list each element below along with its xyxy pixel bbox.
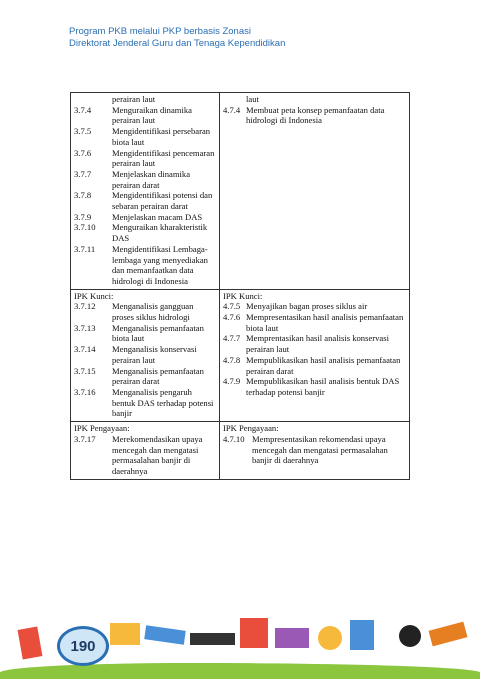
left-cell	[71, 289, 220, 421]
item-number: 4.7.6	[223, 312, 241, 323]
item-list	[74, 105, 217, 287]
section-heading: IPK Pengayaan:	[74, 423, 130, 434]
item-number: 3.7.7	[74, 168, 92, 179]
list-item	[223, 301, 407, 312]
item-number: 4.7.8	[223, 354, 241, 365]
continued-text: laut	[246, 94, 259, 104]
grass-strip	[0, 663, 480, 679]
item-number: 3.7.4	[74, 104, 92, 115]
item-text: Mempresentasikan rekomendasi upaya mencegah dan mengatasi permasalahan banjir di daerahnya	[252, 433, 388, 466]
table-row	[71, 422, 410, 480]
left-cell	[71, 93, 220, 290]
item-number: 3.7.12	[74, 301, 96, 312]
page-number: 190	[70, 637, 96, 655]
list-item	[223, 434, 407, 466]
item-number: 3.7.5	[74, 126, 92, 137]
right-cell	[220, 289, 410, 421]
item-text: Menganalisis konservasi perairan laut	[112, 344, 197, 365]
list-item	[74, 169, 217, 190]
item-text: Merekomendasikan upaya mencegah dan mengatasi permasalahan banjir di daerahnya	[112, 433, 203, 476]
page-number-badge	[57, 626, 109, 666]
item-number: 4.7.9	[223, 376, 241, 387]
table-row	[71, 93, 410, 290]
item-text: Memprentasikan hasil analisis konservasi perairan laut	[246, 333, 389, 355]
item-number: 3.7.17	[74, 433, 96, 444]
item-text: Menguraikan dinamika perairan laut	[112, 104, 192, 126]
list-item	[74, 222, 217, 243]
list-item	[74, 105, 217, 126]
item-number: 3.7.10	[74, 222, 96, 233]
item-text: Mengidentifikasi Lembaga-lembaga yang menyediakan dan memanfaatkan data hidrologi di Indonesia	[112, 243, 208, 286]
item-number: 3.7.16	[74, 386, 96, 397]
item-number: 4.7.10	[223, 433, 245, 444]
list-item	[74, 387, 217, 419]
right-cell	[220, 93, 410, 290]
header-directorate: Direktorat Jenderal Guru dan Tenaga Kependidikan	[69, 38, 286, 49]
item-list	[74, 434, 217, 477]
item-number: 3.7.15	[74, 365, 96, 376]
item-text: Menguraikan kharakteristik DAS	[112, 222, 208, 244]
list-item	[74, 366, 217, 387]
item-text: Mengidentifikasi pencemaran perairan laut	[112, 147, 215, 169]
item-number: 4.7.5	[223, 301, 241, 312]
section-heading: IPK Kunci:	[223, 290, 263, 301]
list-item	[223, 105, 407, 126]
item-list	[223, 105, 407, 126]
item-number: 4.7.7	[223, 333, 241, 344]
list-item	[74, 244, 217, 287]
item-number: 3.7.13	[74, 322, 96, 333]
item-text: Menganalisis pengaruh bentuk DAS terhadap potensi banjir	[112, 386, 214, 419]
item-text: Menganalisis pemanfaatan biota laut	[112, 322, 204, 344]
left-cell	[71, 422, 220, 480]
list-item	[223, 312, 407, 333]
table-row	[71, 289, 410, 421]
list-item	[74, 212, 217, 223]
list-item	[74, 190, 217, 211]
list-item	[223, 376, 407, 397]
ipk-table	[70, 92, 410, 480]
item-text: Mengidentifikasi persebaran biota laut	[112, 126, 211, 147]
list-item	[74, 323, 217, 344]
section-heading: IPK Pengayaan:	[223, 423, 279, 434]
list-item	[74, 344, 217, 365]
item-text: Menganalisis gangguan proses siklus hidrologi	[112, 301, 194, 323]
header-program-title: Program PKB melalui PKP berbasis Zonasi	[69, 26, 251, 37]
running-header	[69, 26, 285, 50]
item-number: 3.7.14	[74, 344, 96, 355]
continued-text: perairan laut	[112, 94, 156, 104]
item-text: Menjelaskan dinamika perairan darat	[112, 168, 191, 190]
item-text: Menjelaskan macam DAS	[112, 211, 203, 222]
item-text: Mempresentasikan hasil analisis pemanfaatan biota laut	[246, 312, 404, 333]
item-list	[223, 434, 407, 466]
item-text: Mempublikasikan hasil analisis pemanfaatan perairan darat	[246, 354, 401, 376]
item-number: 3.7.9	[74, 211, 92, 222]
list-item	[74, 434, 217, 477]
item-list	[74, 301, 217, 419]
item-number: 3.7.11	[74, 243, 96, 254]
list-item	[74, 148, 217, 169]
item-number: 3.7.6	[74, 147, 92, 158]
item-list	[223, 301, 407, 397]
section-heading: IPK Kunci:	[74, 290, 114, 301]
list-item	[74, 126, 217, 147]
item-number: 3.7.8	[74, 190, 92, 201]
item-text: Mempublikasikan hasil analisis bentuk DAS terhadap potensi banjir	[246, 376, 400, 397]
item-text: Mengidentifikasi potensi dan sebaran perairan darat	[112, 190, 213, 212]
item-text: Membuat peta konsep pemanfaatan data hidrologi di Indonesia	[246, 104, 385, 126]
item-text: Menganalisis pemanfaatan perairan darat	[112, 365, 204, 387]
item-number: 4.7.4	[223, 104, 241, 115]
right-cell	[220, 422, 410, 480]
item-text: Menyajikan bagan proses siklus air	[246, 301, 368, 312]
list-item	[223, 333, 407, 354]
list-item	[74, 301, 217, 322]
list-item	[223, 355, 407, 376]
